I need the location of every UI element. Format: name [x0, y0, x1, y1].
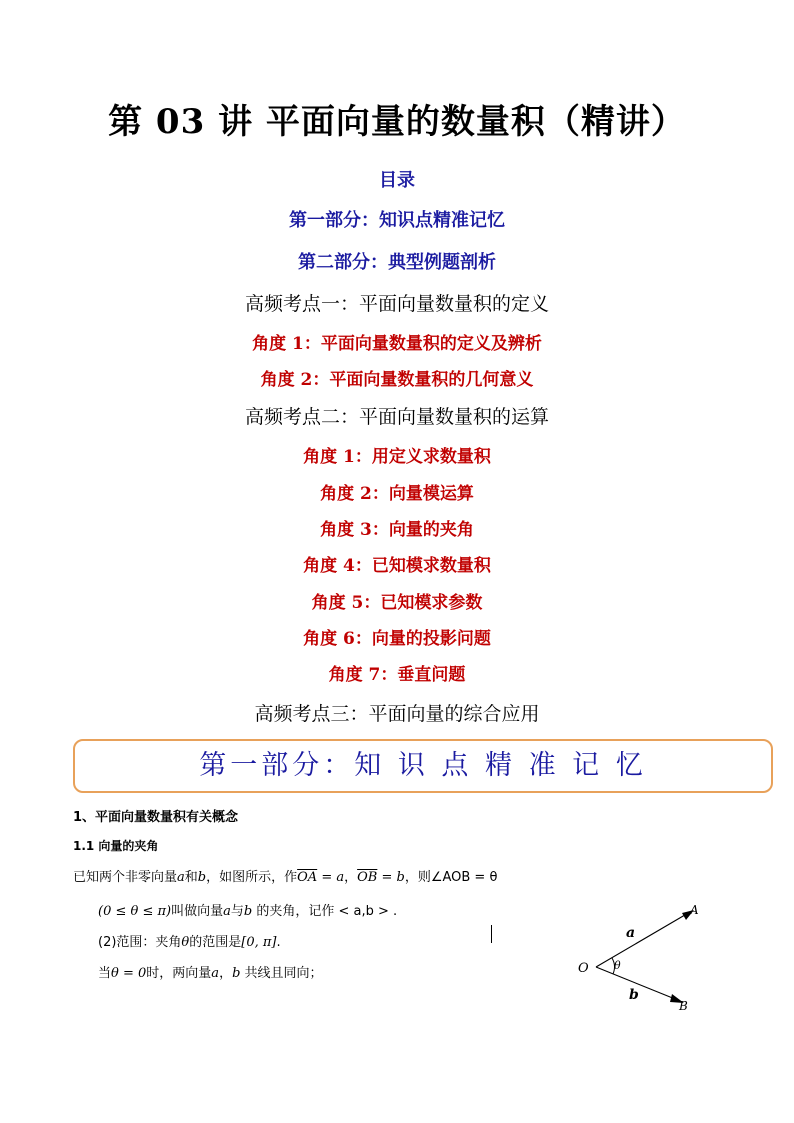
toc-kp1-angle: 角度 2：平面向量数量积的几何意义 — [260, 370, 534, 390]
toc-kp2-angle: 角度 5：已知模求参数 — [311, 593, 483, 613]
paragraph-angle-notation — [98, 900, 397, 919]
theta: θ — [181, 935, 190, 950]
vector-angle-figure — [570, 895, 710, 1020]
text: ， — [219, 966, 233, 981]
toc-kp2-angle: 角度 4：已知模求数量积 — [303, 556, 491, 576]
text: . — [276, 935, 281, 950]
equation: = b — [377, 870, 405, 885]
text: ，如图所示，作 — [206, 870, 298, 885]
vector-a: a — [211, 966, 220, 981]
vector-b: b — [243, 904, 253, 919]
label-b: B — [679, 999, 688, 1013]
toc-kp2-angle: 角度 7：垂直问题 — [328, 665, 466, 685]
toc-kp2: 高频考点二：平面向量数量积的运算 — [244, 406, 549, 428]
page-title: 第 03 讲 平面向量的数量积（精讲） — [108, 102, 686, 142]
toc-kp1-angle: 角度 1：平面向量数量积的定义及辨析 — [252, 334, 542, 354]
vector-b: b — [197, 870, 207, 885]
text: 的范围是 — [189, 935, 242, 950]
vector-b: b — [232, 966, 241, 981]
text: 与 — [230, 904, 244, 919]
paragraph-definition — [73, 866, 497, 885]
toc-heading: 目录 — [379, 170, 415, 191]
paragraph-same-direction — [98, 962, 323, 981]
text: 的夹角，记作 < a,b > . — [252, 904, 398, 919]
label-o: O — [578, 961, 589, 976]
text: ， — [344, 870, 358, 885]
equation: = a — [317, 870, 345, 885]
label-a: A — [690, 903, 699, 917]
vector-ob: $\overline{OB}$ — [357, 870, 378, 885]
vector-oa-line — [596, 912, 690, 967]
paragraph-range — [98, 931, 281, 950]
text: (2)范围：夹角 — [98, 935, 182, 950]
text: 共线且同向； — [240, 966, 323, 981]
toc-kp1: 高频考点一：平面向量数量积的定义 — [244, 293, 549, 315]
vector-a: a — [223, 904, 231, 919]
toc-kp2-angle: 角度 3：向量的夹角 — [320, 520, 474, 540]
text: 时，两向量 — [146, 966, 212, 981]
section-banner: 第一部分：知 识 点 精 准 记 忆 — [73, 739, 773, 793]
heading-1-1: 1.1 向量的夹角 — [73, 839, 159, 853]
toc-kp2-angle: 角度 2：向量模运算 — [320, 484, 474, 504]
text: 当 — [98, 966, 112, 981]
vector-oa: $\overline{OA}$ — [297, 870, 318, 885]
label-vector-a: a — [626, 925, 636, 941]
toc-part1: 第一部分：知识点精准记忆 — [289, 210, 505, 231]
condition: θ = 0 — [111, 966, 147, 981]
toc-kp2-angle: 角度 6：向量的投影问题 — [303, 629, 491, 649]
text: 已知两个非零向量 — [73, 870, 178, 885]
text: ，则∠AOB = θ — [404, 870, 498, 885]
toc-kp3: 高频考点三：平面向量的综合应用 — [254, 703, 540, 725]
toc-kp2-angle: 角度 1：用定义求数量积 — [303, 447, 491, 467]
range-expression: (0 ≤ θ ≤ π) — [98, 904, 172, 919]
divider — [491, 925, 492, 943]
heading-1: 1、平面向量数量积有关概念 — [73, 810, 239, 825]
text: 叫做向量 — [171, 904, 224, 919]
text: 和 — [184, 870, 198, 885]
toc-part2: 第二部分：典型例题剖析 — [298, 252, 496, 273]
vector-a: a — [177, 870, 185, 885]
interval: [0, π] — [241, 935, 277, 950]
label-theta: θ — [614, 959, 621, 972]
label-vector-b: b — [629, 987, 639, 1003]
